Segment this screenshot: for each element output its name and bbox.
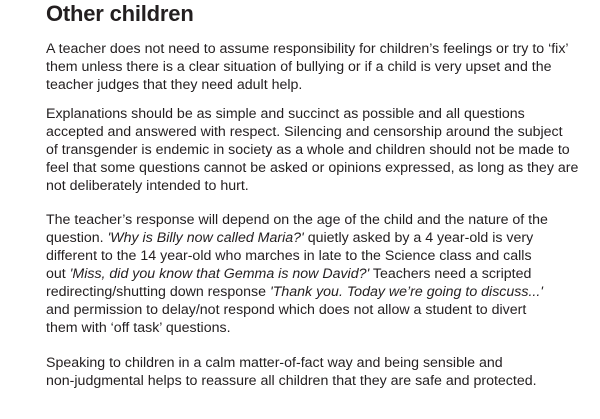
text-run: and permission to delay/not respond which does not allow a student to divert <box>46 302 527 318</box>
text-line <box>46 177 586 195</box>
paragraph <box>46 211 586 337</box>
text-line <box>46 354 586 372</box>
paragraph <box>46 105 586 195</box>
text-run: teacher judges that they need adult help. <box>46 77 303 93</box>
text-run: Teachers need a scripted <box>369 266 532 282</box>
text-run: them with ‘off task’ questions. <box>46 320 231 336</box>
italic-quote: 'Miss, did you know that Gemma is now David?' <box>69 266 370 282</box>
text-line <box>46 58 586 76</box>
paragraph <box>46 354 586 390</box>
text-line <box>46 105 586 123</box>
paragraph <box>46 40 586 94</box>
text-line <box>46 283 586 301</box>
section-heading: Other children <box>46 1 194 26</box>
text-run: Explanations should be as simple and succinct as possible and all questions <box>46 106 525 122</box>
text-run: feel that some questions cannot be asked or opinions expressed, as long as they are <box>46 160 579 176</box>
text-line <box>46 141 586 159</box>
text-run: not deliberately intended to hurt. <box>46 178 249 194</box>
text-run: non-judgmental helps to reassure all children that they are safe and protected. <box>46 373 537 389</box>
text-run: The teacher’s response will depend on the age of the child and the nature of the <box>46 212 548 228</box>
text-line <box>46 211 586 229</box>
text-line <box>46 229 586 247</box>
italic-quote: 'Why is Billy now called Maria?' <box>107 230 304 246</box>
text-run: them unless there is a clear situation of bullying or if a child is very upset and the <box>46 59 552 75</box>
text-line <box>46 40 586 58</box>
italic-quote: 'Thank you. Today we’re going to discuss...' <box>269 284 544 300</box>
text-run: A teacher does not need to assume responsibility for children’s feelings or try to ‘fix’ <box>46 41 569 57</box>
text-run: out <box>46 266 70 282</box>
text-run: Speaking to children in a calm matter-of-fact way and being sensible and <box>46 355 503 371</box>
text-run: different to the 14 year-old who marches in late to the Science class and calls <box>46 248 532 264</box>
text-line <box>46 159 586 177</box>
text-line <box>46 247 586 265</box>
text-line <box>46 319 586 337</box>
text-line <box>46 372 586 390</box>
text-run: of transgender is endemic in society as a whole and children should not be made to <box>46 142 570 158</box>
text-run: quietly asked by a 4 year-old is very <box>303 230 534 246</box>
text-run: question. <box>46 230 108 246</box>
text-line <box>46 301 586 319</box>
text-run: accepted and answered with respect. Silencing and censorship around the subject <box>46 124 563 140</box>
text-run: redirecting/shutting down response <box>46 284 270 300</box>
text-line <box>46 123 586 141</box>
text-line <box>46 76 586 94</box>
text-line <box>46 265 586 283</box>
